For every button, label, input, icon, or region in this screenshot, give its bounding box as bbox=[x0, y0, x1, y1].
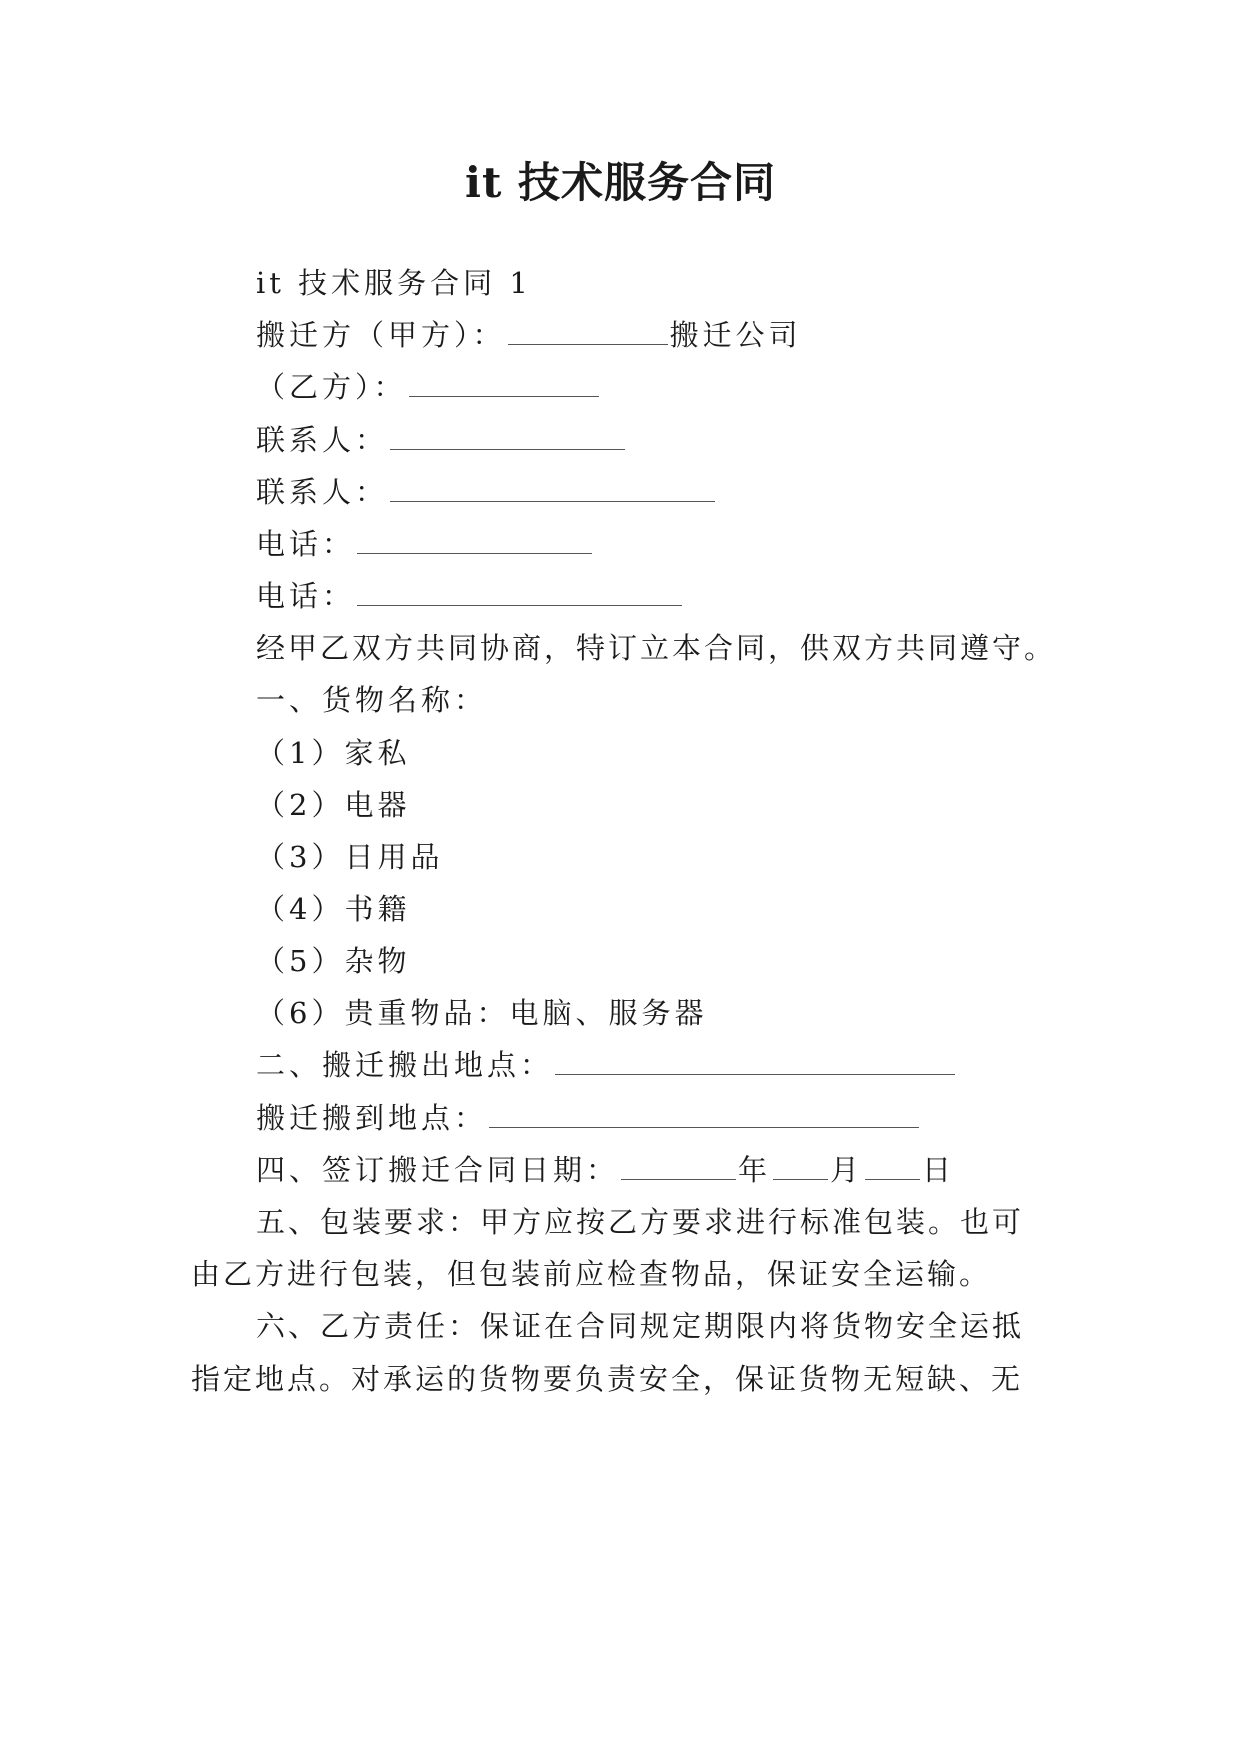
move-in-label: 搬迁搬到地点： bbox=[256, 1101, 488, 1135]
party-a-blank[interactable] bbox=[508, 316, 668, 345]
contact-2-label: 联系人： bbox=[256, 475, 389, 509]
party-a-line bbox=[256, 315, 802, 355]
sign-date-line bbox=[256, 1150, 955, 1190]
move-in-blank[interactable] bbox=[489, 1099, 919, 1128]
section-6-line-1: 六、乙方责任：保证在合同规定期限内将货物安全运抵 bbox=[256, 1309, 1025, 1343]
party-b-label: （乙方）： bbox=[256, 370, 407, 404]
phone-2-label: 电话： bbox=[256, 579, 356, 613]
subtitle: it 技术服务合同 1 bbox=[256, 266, 532, 300]
section-1-heading: 一、货物名称： bbox=[256, 683, 488, 717]
contact-1-label: 联系人： bbox=[256, 423, 389, 457]
party-a-label: 搬迁方（甲方）： bbox=[256, 318, 506, 352]
contact-2-line bbox=[256, 472, 717, 512]
move-out-blank[interactable] bbox=[555, 1046, 955, 1075]
month-blank[interactable] bbox=[773, 1151, 828, 1180]
year-label: 年 bbox=[738, 1153, 772, 1187]
goods-item: （5）杂物 bbox=[256, 944, 411, 978]
move-in-line bbox=[256, 1098, 921, 1138]
goods-item: （2）电器 bbox=[256, 788, 411, 822]
year-blank[interactable] bbox=[621, 1151, 736, 1180]
section-5-line-2: 由乙方进行包装，但包装前应检查物品，保证安全运输。 bbox=[191, 1257, 992, 1291]
move-out-label: 二、搬迁搬出地点： bbox=[256, 1048, 554, 1082]
document-title: it 技术服务合同 bbox=[465, 158, 776, 207]
contact-1-line bbox=[256, 420, 627, 460]
party-b-blank[interactable] bbox=[409, 368, 599, 397]
goods-item: （4）书籍 bbox=[256, 892, 411, 926]
day-blank[interactable] bbox=[865, 1151, 920, 1180]
contact-2-blank[interactable] bbox=[390, 473, 715, 502]
agreement-intro: 经甲乙双方共同协商，特订立本合同，供双方共同遵守。 bbox=[256, 631, 1057, 665]
phone-2-blank[interactable] bbox=[357, 577, 682, 606]
month-label: 月 bbox=[830, 1153, 864, 1187]
section-6-line-2: 指定地点。对承运的货物要负责安全，保证货物无短缺、无 bbox=[191, 1362, 1024, 1396]
phone-1-blank[interactable] bbox=[357, 525, 592, 554]
phone-1-line bbox=[256, 524, 594, 564]
section-5-line-1: 五、包装要求：甲方应按乙方要求进行标准包装。也可 bbox=[256, 1205, 1025, 1239]
move-out-line bbox=[256, 1045, 957, 1085]
goods-item: （6）贵重物品：电脑、服务器 bbox=[256, 996, 708, 1030]
day-label: 日 bbox=[922, 1153, 956, 1187]
contact-1-blank[interactable] bbox=[390, 421, 625, 450]
goods-item: （1）家私 bbox=[256, 736, 411, 770]
party-a-suffix: 搬迁公司 bbox=[669, 318, 802, 352]
party-b-line bbox=[256, 367, 601, 407]
sign-date-label: 四、签订搬迁合同日期： bbox=[256, 1153, 620, 1187]
goods-item: （3）日用品 bbox=[256, 840, 444, 874]
phone-2-line bbox=[256, 576, 684, 616]
phone-1-label: 电话： bbox=[256, 527, 356, 561]
